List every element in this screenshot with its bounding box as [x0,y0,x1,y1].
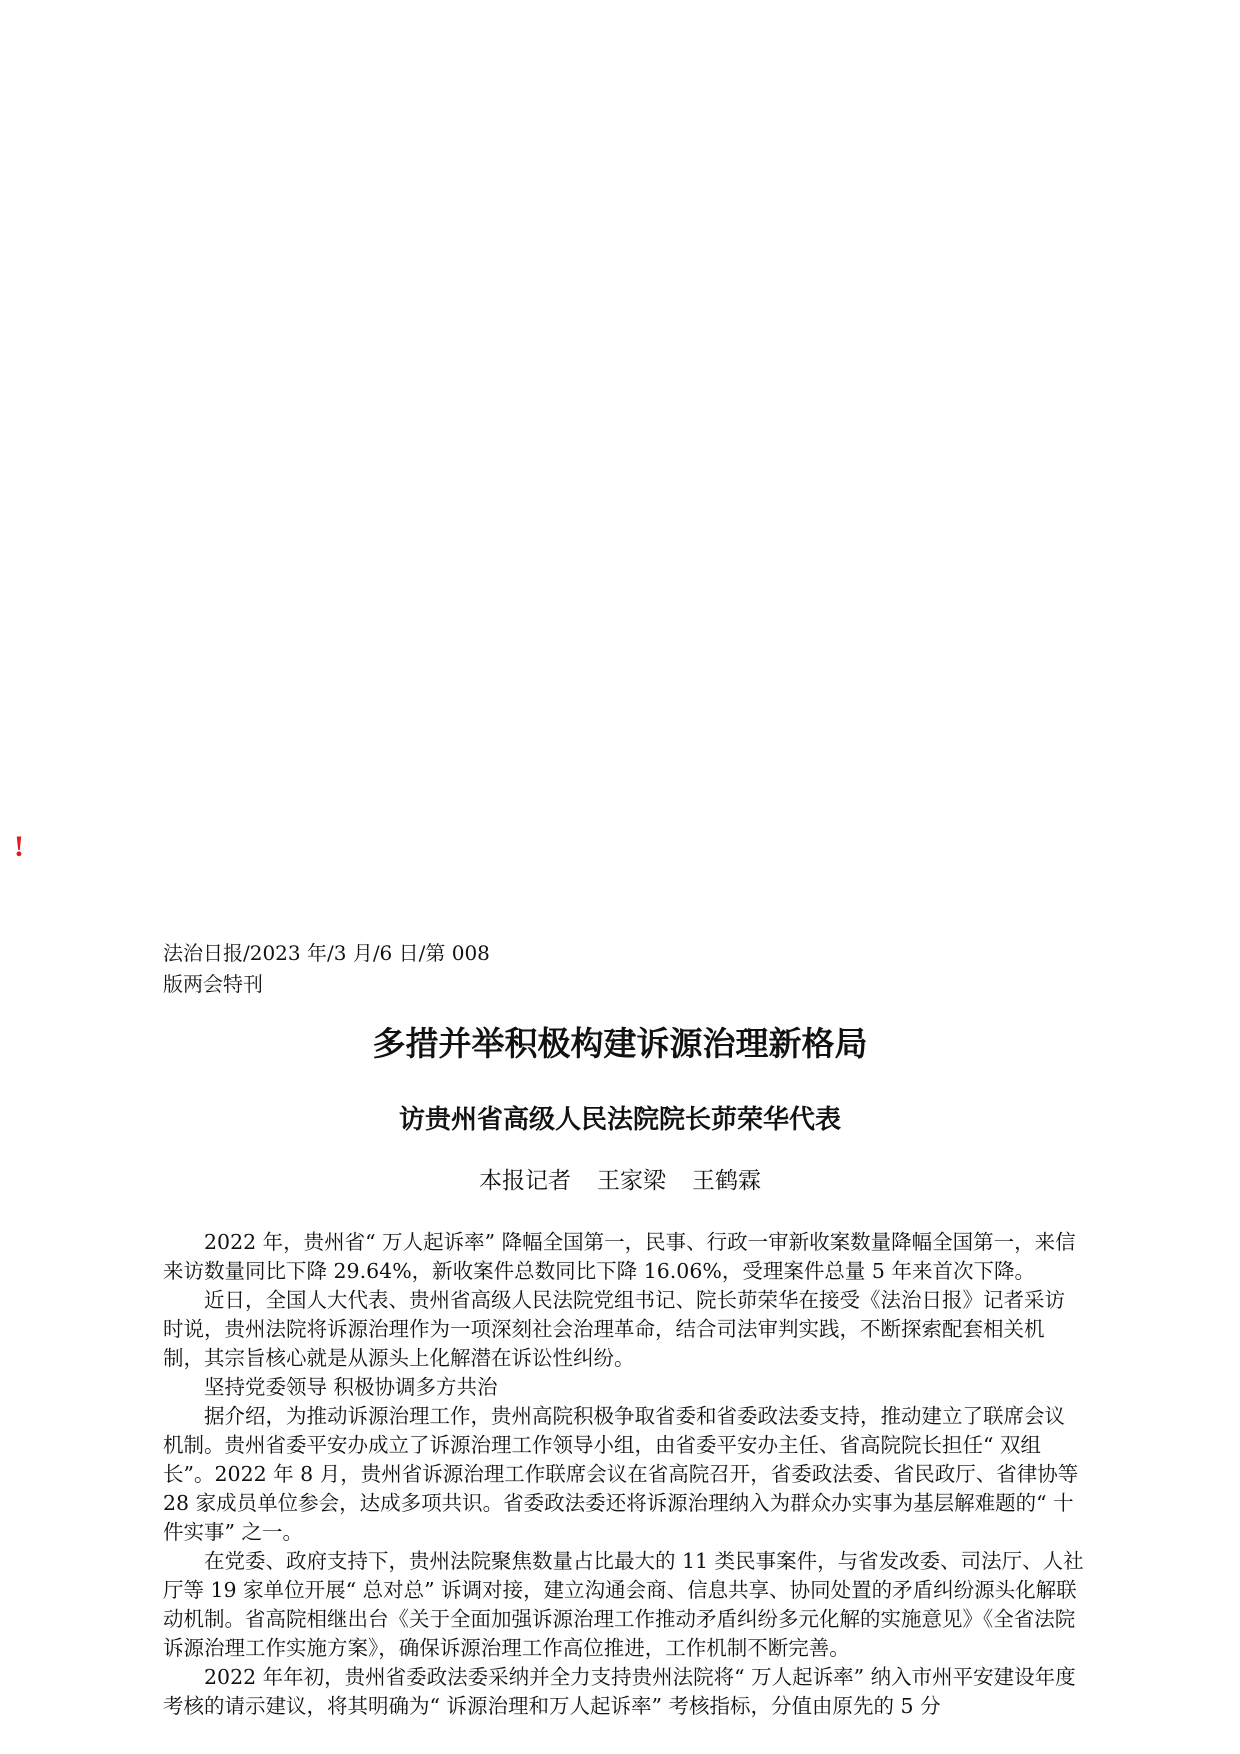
paragraph: 据介绍，为推动诉源治理工作，贵州高院积极争取省委和省委政法委支持，推动建立了联席会议机制。贵州省委平安办成立了诉源治理工作领导小组，由省委平安办主任、省高院院长担任“ 双组长”。2022 年 8 月，贵州省诉源治理工作联席会议在省高院召开，省委政法委、省民政厅、省律协等 28 家成员单位参会，达成多项共识。省委政法委还将诉源治理纳入为群众办实事为基层解难题的“ 十件实事” 之一。 [163,1404,1079,1544]
article-title: 多措并举积极构建诉源治理新格局 [372,1024,868,1063]
byline-author: 王家梁 [597,1168,666,1194]
red-exclamation-mark: ! [14,830,24,863]
byline-author: 王鹤霖 [692,1168,761,1194]
byline-label: 本报记者 [479,1168,571,1194]
paragraph: 2022 年，贵州省“ 万人起诉率” 降幅全国第一，民事、行政一审新收案数量降幅全国第一，来信来访数量同比下降 29.64%，新收案件总数同比下降 16.06%，受理案件总量 5 年来首次下降。 [163,1230,1076,1283]
section-heading: 坚持党委领导 积极协调多方共治 [204,1375,498,1399]
article-subtitle: 访贵州省高级人民法院院长茆荣华代表 [398,1105,841,1135]
paragraph: 在党委、政府支持下，贵州法院聚焦数量占比最大的 11 类民事案件，与省发改委、司法厅、人社厅等 19 家单位开展“ 总对总” 诉调对接，建立沟通会商、信息共享、协同处置的矛盾纠纷源头化解联动机制。省高院相继出台《关于全面加强诉源治理工作推动矛盾纠纷多元化解的实施意见》《全省法院诉源治理工作实施方案》，确保诉源治理工作高位推进，工作机制不断完善。 [163,1549,1084,1660]
source-line-2: 版两会特刊 [163,972,263,996]
byline [0,1164,1240,1198]
article-body [163,1228,1085,1721]
source-citation [163,938,490,1000]
paragraph: 2022 年年初，贵州省委政法委采纳并全力支持贵州法院将“ 万人起诉率” 纳入市州平安建设年度考核的请示建议，将其明确为“ 诉源治理和万人起诉率” 考核指标，分值由原先的 5 分 [163,1665,1076,1718]
paragraph: 近日，全国人大代表、贵州省高级人民法院党组书记、院长茆荣华在接受《法治日报》记者采访时说，贵州法院将诉源治理作为一项深刻社会治理革命，结合司法审判实践，不断探索配套相关机制，其宗旨核心就是从源头上化解潜在诉讼性纠纷。 [163,1288,1065,1370]
source-line-1: 法治日报/2023 年/3 月/6 日/第 008 [163,941,490,965]
